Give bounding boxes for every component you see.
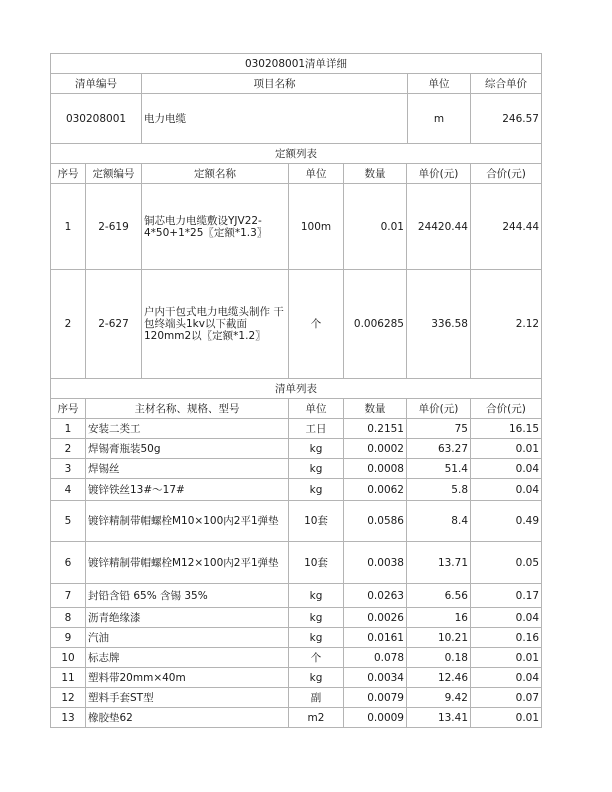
material-price: 63.27: [407, 439, 471, 459]
quota-qty: 0.006285: [344, 270, 407, 379]
col-header-code: 清单编号: [51, 74, 142, 94]
material-name: 汽油: [86, 628, 289, 648]
material-price: 6.56: [407, 584, 471, 608]
material-price: 16: [407, 608, 471, 628]
material-unit: kg: [289, 439, 344, 459]
table-row: [51, 668, 542, 688]
material-total: 0.04: [471, 668, 542, 688]
material-unit: 10套: [289, 501, 344, 542]
material-qty: 0.0161: [344, 628, 407, 648]
quota-no: 1: [51, 184, 86, 270]
quota-section-title: 定额列表: [51, 144, 542, 164]
material-total: 0.04: [471, 608, 542, 628]
material-unit: 个: [289, 648, 344, 668]
item-unit: m: [408, 94, 471, 144]
quota-col-header: 合价(元): [471, 164, 542, 184]
material-qty: 0.0263: [344, 584, 407, 608]
material-no: 8: [51, 608, 86, 628]
item-name: 电力电缆: [142, 94, 408, 144]
table-row: [51, 459, 542, 479]
material-total: 0.07: [471, 688, 542, 708]
material-no: 6: [51, 542, 86, 584]
table-row: [51, 270, 542, 379]
material-no: 9: [51, 628, 86, 648]
quota-code: 2-619: [86, 184, 142, 270]
item-summary-table: [50, 53, 542, 144]
table-row: [51, 628, 542, 648]
table-row: [51, 184, 542, 270]
material-unit: kg: [289, 668, 344, 688]
material-price: 13.71: [407, 542, 471, 584]
material-total: 0.04: [471, 479, 542, 501]
table-row: [51, 542, 542, 584]
material-price: 5.8: [407, 479, 471, 501]
table-row: [51, 648, 542, 668]
material-name: 塑料带20mm×40m: [86, 668, 289, 688]
material-no: 11: [51, 668, 86, 688]
material-name: 安装二类工: [86, 419, 289, 439]
materials-col-header: 单位: [289, 399, 344, 419]
material-unit: 工日: [289, 419, 344, 439]
material-price: 0.18: [407, 648, 471, 668]
quota-col-header: 序号: [51, 164, 86, 184]
material-name: 焊锡丝: [86, 459, 289, 479]
col-header-name: 项目名称: [142, 74, 408, 94]
table-row: [51, 608, 542, 628]
table-row: [51, 584, 542, 608]
materials-section-title: 清单列表: [51, 379, 542, 399]
material-qty: 0.2151: [344, 419, 407, 439]
materials-col-header: 序号: [51, 399, 86, 419]
material-no: 10: [51, 648, 86, 668]
material-no: 2: [51, 439, 86, 459]
table-row: [51, 419, 542, 439]
quota-col-header: 单位: [289, 164, 344, 184]
material-total: 0.05: [471, 542, 542, 584]
quota-unit: 100m: [289, 184, 344, 270]
materials-col-header: 单价(元): [407, 399, 471, 419]
material-price: 10.21: [407, 628, 471, 648]
materials-col-header: 主材名称、规格、型号: [86, 399, 289, 419]
col-header-price: 综合单价: [471, 74, 542, 94]
quota-name: 户内干包式电力电缆头制作 干包终端头1kv以下截面120mm2以〖定额*1.2〗: [142, 270, 289, 379]
material-unit: kg: [289, 479, 344, 501]
material-name: 镀锌铁丝13#～17#: [86, 479, 289, 501]
material-qty: 0.0009: [344, 708, 407, 728]
material-unit: kg: [289, 584, 344, 608]
material-name: 塑料手套ST型: [86, 688, 289, 708]
material-total: 0.49: [471, 501, 542, 542]
page-title: 030208001清单详细: [51, 54, 542, 74]
item-price: 246.57: [471, 94, 542, 144]
material-name: 镀锌精制带帽螺栓M12×100内2平1弹垫: [86, 542, 289, 584]
material-price: 13.41: [407, 708, 471, 728]
quota-unit: 个: [289, 270, 344, 379]
material-no: 12: [51, 688, 86, 708]
materials-table: [50, 378, 542, 728]
material-unit: kg: [289, 608, 344, 628]
material-qty: 0.0586: [344, 501, 407, 542]
quota-col-header: 单价(元): [407, 164, 471, 184]
material-price: 9.42: [407, 688, 471, 708]
table-row: [51, 479, 542, 501]
item-code: 030208001: [51, 94, 142, 144]
material-price: 75: [407, 419, 471, 439]
material-qty: 0.0026: [344, 608, 407, 628]
quota-col-header: 定额编号: [86, 164, 142, 184]
material-qty: 0.078: [344, 648, 407, 668]
quota-table: [50, 143, 542, 379]
material-qty: 0.0008: [344, 459, 407, 479]
material-total: 0.01: [471, 648, 542, 668]
material-qty: 0.0034: [344, 668, 407, 688]
quota-name: 铜芯电力电缆敷设YJV22-4*50+1*25〖定额*1.3〗: [142, 184, 289, 270]
quota-no: 2: [51, 270, 86, 379]
material-total: 0.01: [471, 439, 542, 459]
material-unit: 10套: [289, 542, 344, 584]
material-name: 橡胶垫62: [86, 708, 289, 728]
quota-col-header: 定额名称: [142, 164, 289, 184]
material-qty: 0.0038: [344, 542, 407, 584]
material-no: 7: [51, 584, 86, 608]
material-qty: 0.0062: [344, 479, 407, 501]
material-price: 12.46: [407, 668, 471, 688]
material-no: 1: [51, 419, 86, 439]
material-no: 5: [51, 501, 86, 542]
material-price: 51.4: [407, 459, 471, 479]
quota-code: 2-627: [86, 270, 142, 379]
material-unit: m2: [289, 708, 344, 728]
material-name: 封铅含铅 65% 含锡 35%: [86, 584, 289, 608]
table-row: [51, 688, 542, 708]
material-unit: 副: [289, 688, 344, 708]
quota-qty: 0.01: [344, 184, 407, 270]
material-total: 16.15: [471, 419, 542, 439]
material-total: 0.04: [471, 459, 542, 479]
material-no: 3: [51, 459, 86, 479]
quota-col-header: 数量: [344, 164, 407, 184]
quota-total: 244.44: [471, 184, 542, 270]
materials-col-header: 数量: [344, 399, 407, 419]
quota-price: 24420.44: [407, 184, 471, 270]
material-no: 13: [51, 708, 86, 728]
material-price: 8.4: [407, 501, 471, 542]
material-unit: kg: [289, 459, 344, 479]
quota-price: 336.58: [407, 270, 471, 379]
material-name: 焊锡膏瓶装50g: [86, 439, 289, 459]
material-total: 0.16: [471, 628, 542, 648]
material-qty: 0.0079: [344, 688, 407, 708]
table-row: [51, 501, 542, 542]
material-unit: kg: [289, 628, 344, 648]
material-total: 0.17: [471, 584, 542, 608]
material-name: 镀锌精制带帽螺栓M10×100内2平1弹垫: [86, 501, 289, 542]
material-qty: 0.0002: [344, 439, 407, 459]
material-name: 沥青绝缘漆: [86, 608, 289, 628]
table-row: [51, 708, 542, 728]
material-total: 0.01: [471, 708, 542, 728]
materials-col-header: 合价(元): [471, 399, 542, 419]
table-row: [51, 439, 542, 459]
material-no: 4: [51, 479, 86, 501]
col-header-unit: 单位: [408, 74, 471, 94]
quota-total: 2.12: [471, 270, 542, 379]
material-name: 标志牌: [86, 648, 289, 668]
